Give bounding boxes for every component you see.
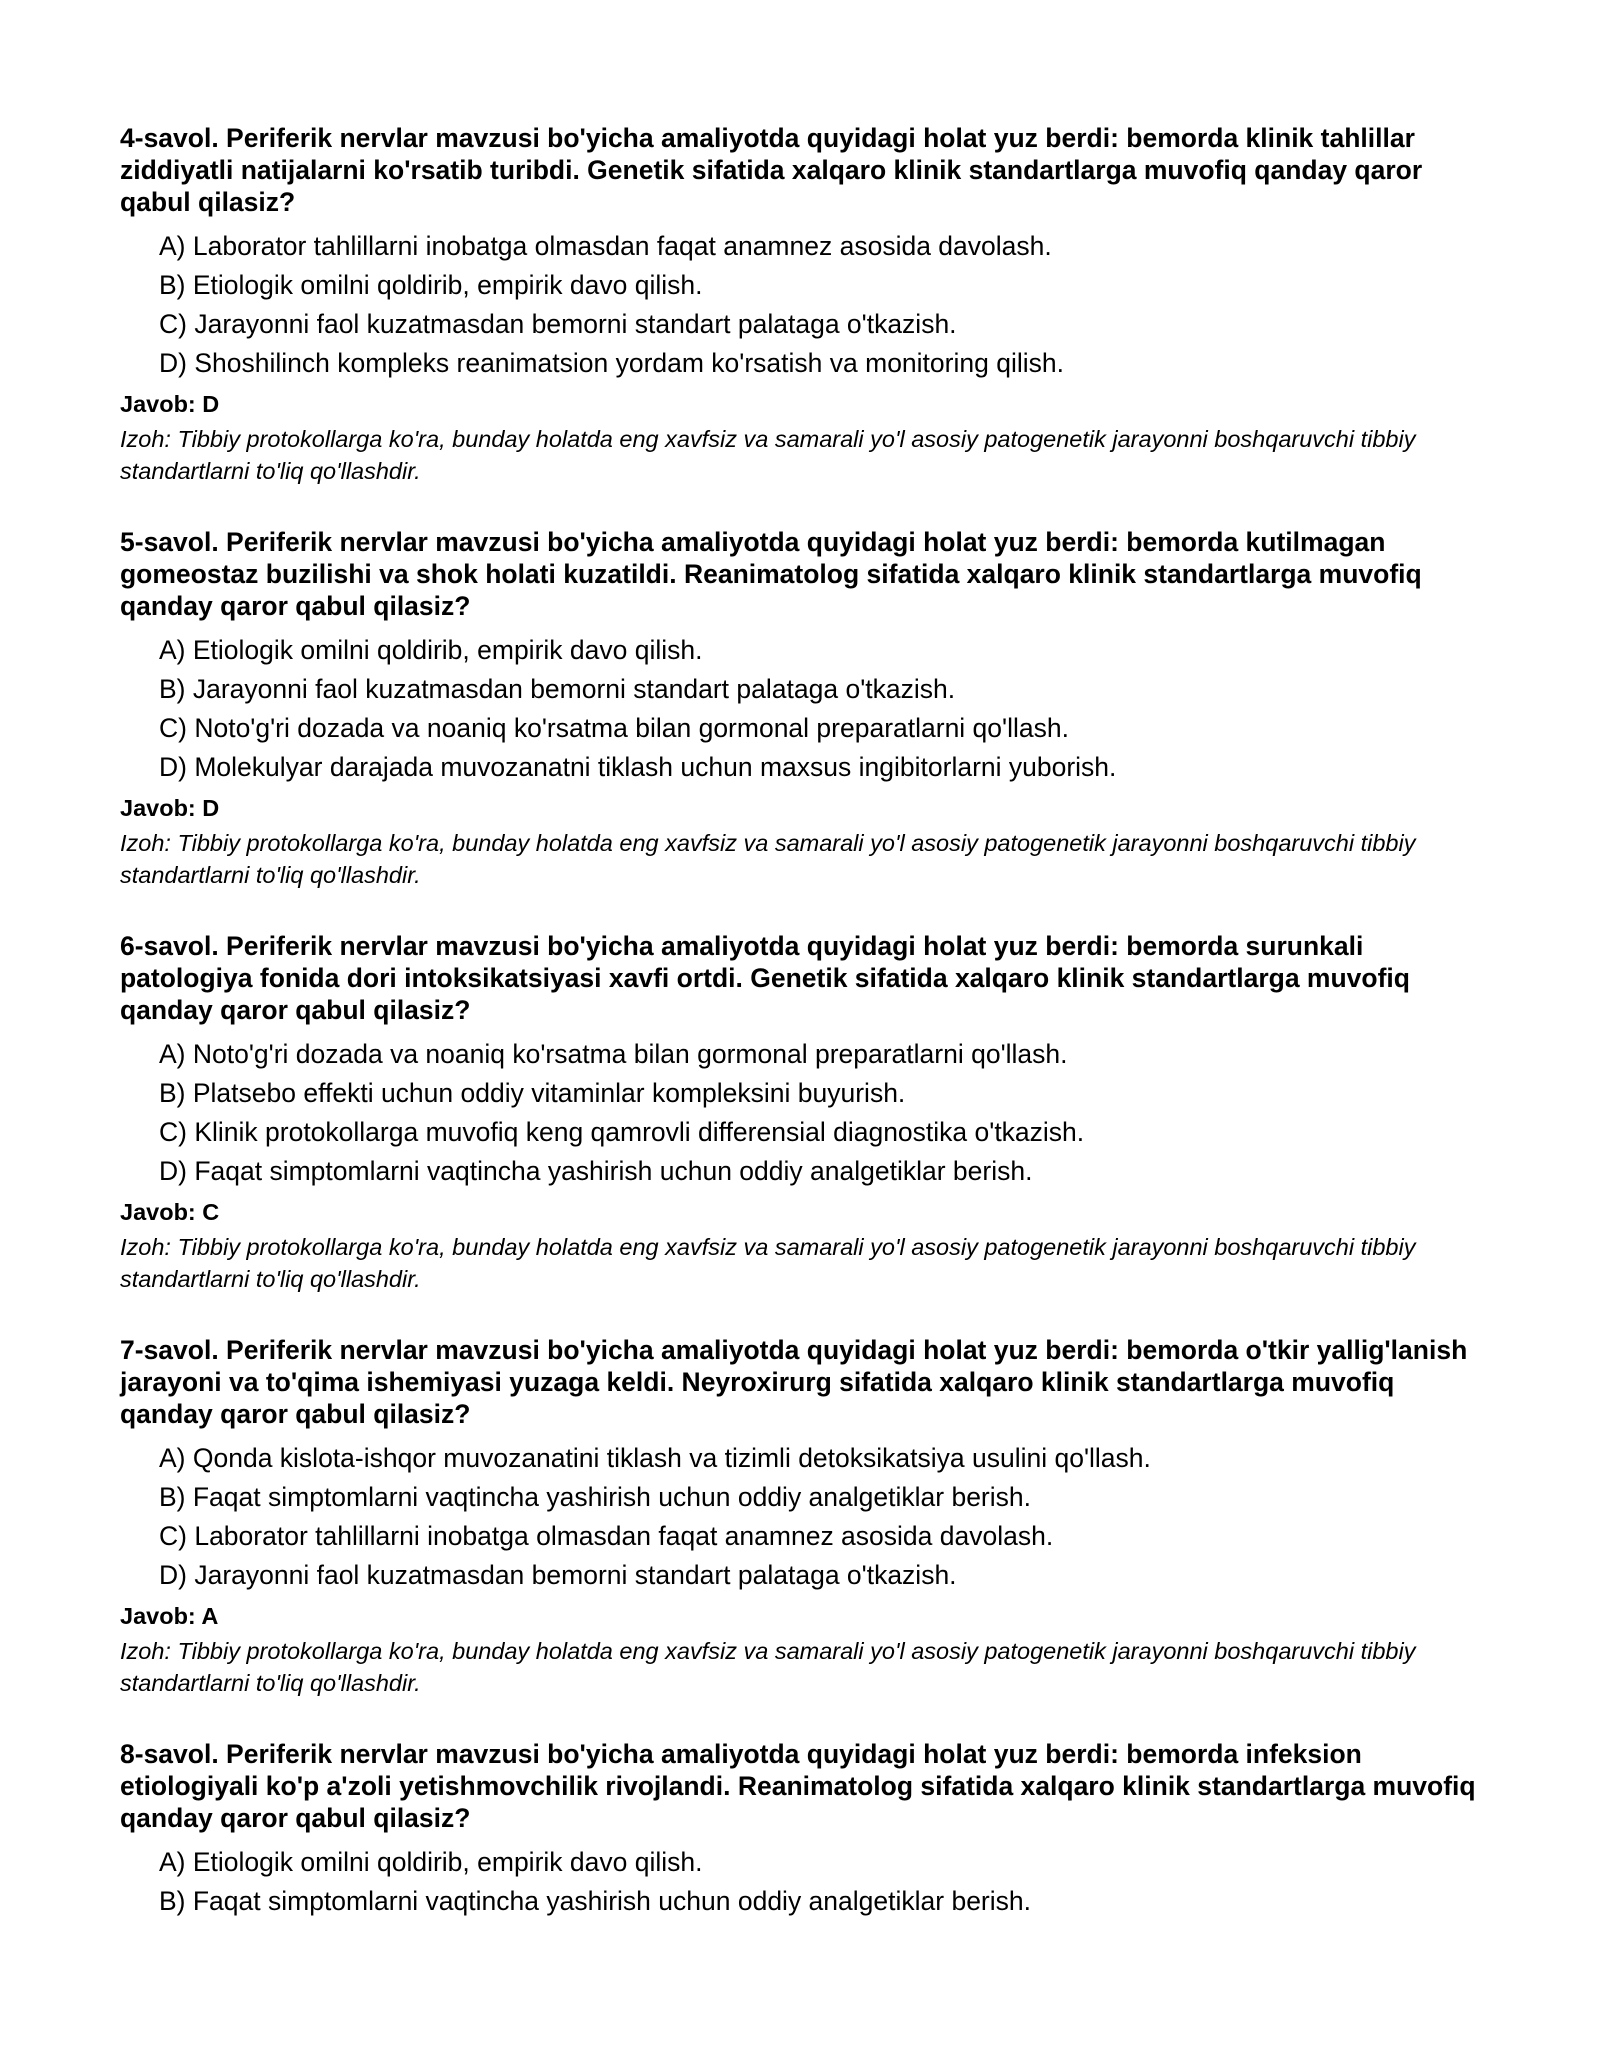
explanation-note: Izoh: Tibbiy protokollarga ko'ra, bunday holatda eng xavfsiz va samarali yo'l asosiy patogenetik jarayonni boshqaruvchi tibbiy standartlarni to'liq qo'llashdir. [120, 1638, 1416, 1696]
question-6 [120, 930, 1490, 1295]
answer-label: Javob: A [120, 1603, 219, 1629]
option-d: D) Shoshilinch kompleks reanimatsion yordam ko'rsatish va monitoring qilish. [159, 348, 1064, 378]
option-list [120, 227, 1490, 383]
option-a: A) Laborator tahlillarni inobatga olmasdan faqat anamnez asosida davolash. [159, 231, 1052, 261]
option-c: C) Noto'g'ri dozada va noaniq ko'rsatma bilan gormonal preparatlarni qo'llash. [159, 713, 1069, 743]
option-d: D) Jarayonni faol kuzatmasdan bemorni standart palataga o'tkazish. [159, 1560, 957, 1590]
option-d: D) Faqat simptomlarni vaqtincha yashirish uchun oddiy analgetiklar berish. [159, 1156, 1033, 1186]
question-title: 6-savol. Periferik nervlar mavzusi bo'yicha amaliyotda quyidagi holat yuz berdi: bemorda surunkali patologiya fonida dori intoksikatsiyasi xavfi ortdi. Genetik sifatida xalqaro klinik standartlarga muvofiq qanday qaror qabul qilasiz? [120, 931, 1410, 1025]
explanation-note: Izoh: Tibbiy protokollarga ko'ra, bunday holatda eng xavfsiz va samarali yo'l asosiy patogenetik jarayonni boshqaruvchi tibbiy standartlarni to'liq qo'llashdir. [120, 1234, 1416, 1292]
question-title: 8-savol. Periferik nervlar mavzusi bo'yicha amaliyotda quyidagi holat yuz berdi: bemorda infeksion etiologiyali ko'p a'zoli yetishmovchilik rivojlandi. Reanimatolog sifatida xalqaro klinik standartlarga muvofiq qanday qaror qabul qilasiz? [120, 1739, 1476, 1833]
option-b: B) Etiologik omilni qoldirib, empirik davo qilish. [159, 270, 703, 300]
answer-label: Javob: D [120, 795, 220, 821]
question-5 [120, 526, 1490, 891]
explanation-note: Izoh: Tibbiy protokollarga ko'ra, bunday holatda eng xavfsiz va samarali yo'l asosiy patogenetik jarayonni boshqaruvchi tibbiy standartlarni to'liq qo'llashdir. [120, 426, 1416, 484]
option-c: C) Laborator tahlillarni inobatga olmasdan faqat anamnez asosida davolash. [159, 1521, 1054, 1551]
option-b: B) Jarayonni faol kuzatmasdan bemorni standart palataga o'tkazish. [159, 674, 956, 704]
question-7 [120, 1334, 1490, 1699]
question-title: 7-savol. Periferik nervlar mavzusi bo'yicha amaliyotda quyidagi holat yuz berdi: bemorda o'tkir yallig'lanish jarayoni va to'qima ishemiyasi yuzaga keldi. Neyroxirurg sifatida xalqaro klinik standartlarga muvofiq qanday qaror qabul qilasiz? [120, 1335, 1468, 1429]
option-c: C) Jarayonni faol kuzatmasdan bemorni standart palataga o'tkazish. [159, 309, 957, 339]
question-title: 4-savol. Periferik nervlar mavzusi bo'yicha amaliyotda quyidagi holat yuz berdi: bemorda klinik tahlillar ziddiyatli natijalarni ko'rsatib turibdi. Genetik sifatida xalqaro klinik standartlarga muvofiq qanday qaror qabul qilasiz? [120, 123, 1423, 217]
option-b: B) Faqat simptomlarni vaqtincha yashirish uchun oddiy analgetiklar berish. [159, 1482, 1031, 1512]
option-list [120, 631, 1490, 787]
answer-label: Javob: C [120, 1199, 220, 1225]
option-list [120, 1035, 1490, 1191]
question-title: 5-savol. Periferik nervlar mavzusi bo'yicha amaliyotda quyidagi holat yuz berdi: bemorda kutilmagan gomeostaz buzilishi va shok holati kuzatildi. Reanimatolog sifatida xalqaro klinik standartlarga muvofiq qanday qaror qabul qilasiz? [120, 527, 1422, 621]
option-d: D) Molekulyar darajada muvozanatni tiklash uchun maxsus ingibitorlarni yuborish. [159, 752, 1117, 782]
option-c: C) Klinik protokollarga muvofiq keng qamrovli differensial diagnostika o'tkazish. [159, 1117, 1085, 1147]
option-list [120, 1843, 1490, 1921]
option-b: B) Platsebo effekti uchun oddiy vitaminlar kompleksini buyurish. [159, 1078, 906, 1108]
option-a: A) Etiologik omilni qoldirib, empirik davo qilish. [159, 635, 703, 665]
option-list [120, 1439, 1490, 1595]
explanation-note: Izoh: Tibbiy protokollarga ko'ra, bunday holatda eng xavfsiz va samarali yo'l asosiy patogenetik jarayonni boshqaruvchi tibbiy standartlarni to'liq qo'llashdir. [120, 830, 1416, 888]
document-page [120, 122, 1490, 1960]
option-a: A) Noto'g'ri dozada va noaniq ko'rsatma bilan gormonal preparatlarni qo'llash. [159, 1039, 1068, 1069]
option-a: A) Etiologik omilni qoldirib, empirik davo qilish. [159, 1847, 703, 1877]
question-4 [120, 122, 1490, 487]
answer-label: Javob: D [120, 391, 220, 417]
question-8 [120, 1738, 1490, 1921]
option-a: A) Qonda kislota-ishqor muvozanatini tiklash va tizimli detoksikatsiya usulini qo'llash. [159, 1443, 1151, 1473]
option-b: B) Faqat simptomlarni vaqtincha yashirish uchun oddiy analgetiklar berish. [159, 1886, 1031, 1916]
